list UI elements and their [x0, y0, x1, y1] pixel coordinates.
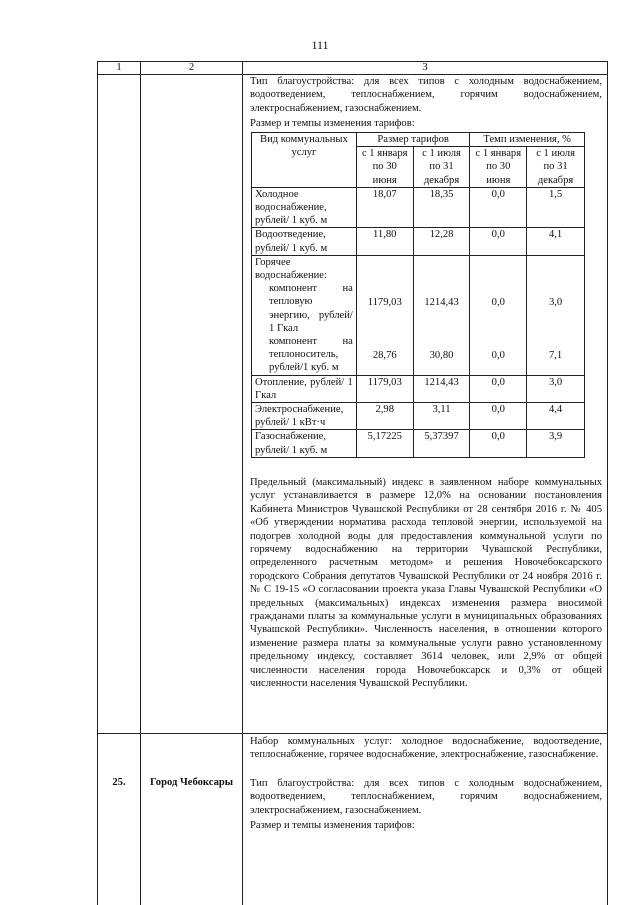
service-name: Холодное водоснабжение, рублей/ 1 куб. м	[252, 187, 357, 228]
index-paragraph: Предельный (максимальный) индекс в заявленном наборе коммунальных услуг устанавливается в размере 12,0% на основании постановления Кабинета Министров Чувашской Республики от 28 сентября 2016 г. № 405 «Об утверждении норматива расхода тепловой энергии, используемой на подогрев холодной воды для предоставления коммунальной услуги по горячему водоснабжению на территории Чувашской Республики, определенного расчетным методом» и решения Новочебоксарского городского Собрания депутатов Чувашской Республики от 24 ноября 2016 г. № С 19-15 «О согласовании проекта указа Главы Чувашской Республики «О предельных (максимальных) индексах изменения размера вносимой гражданами платы за коммунальные услуги в муниципальных образованиях Чувашской Республики». Численность населения, в отношении которого изменение размера платы за коммунальные услуги равно установленному предельному индексу, составляет 3614 человек, или 2,9% от общей численности населения города Новочебоксарск и 0,3% от общей численности населения Чувашской Республики.	[250, 477, 602, 690]
value-cell: 3,9	[527, 430, 585, 457]
value-sub-1: 0,0	[491, 296, 505, 308]
service-name: Горячее водоснабжение:	[255, 256, 327, 282]
service-subcomponent: компонент на тепловую энергию, рублей/ 1 Гкал	[269, 283, 353, 334]
value-cell: 1,5	[527, 187, 585, 228]
value-cell: 0,0	[470, 430, 527, 457]
table-row	[252, 375, 585, 402]
value-cell: 5,37397	[413, 430, 470, 457]
improvement-type-text-25: Тип благоустройства: для всех типов с холодным водоснабжением, водоотведением, теплоснабжением, горячим водоснабжением, электроснабжением, газоснабжением.	[250, 778, 602, 816]
table-row	[252, 187, 585, 228]
service-subcomponent: компонент на теплоноситель, рублей/1 куб. м	[269, 336, 353, 374]
col-divider-2	[242, 61, 243, 905]
value-cell: 2,98	[356, 403, 413, 430]
value-cell: 0,0	[470, 403, 527, 430]
tariff-heading-25: Размер и темпы изменения тарифов:	[250, 820, 415, 831]
value-cell	[470, 255, 527, 375]
col-header-3: 3	[422, 62, 428, 73]
tariff-table	[251, 132, 585, 458]
value-cell	[356, 255, 413, 375]
table-row	[252, 228, 585, 255]
header-size: Размер тарифов	[356, 133, 470, 147]
service-name: Газоснабжение, рублей/ 1 куб. м	[252, 430, 357, 457]
col-header-1: 1	[116, 62, 122, 73]
value-cell: 4,4	[527, 403, 585, 430]
value-cell: 18,07	[356, 187, 413, 228]
value-sub-1: 1214,43	[424, 296, 459, 308]
service-name: Электроснабжение, рублей/ 1 кВт·ч	[252, 403, 357, 430]
tariff-heading: Размер и темпы изменения тарифов:	[250, 118, 415, 129]
header-period-2: с 1 июля по 31 декабря	[413, 147, 470, 188]
value-cell: 12,28	[413, 228, 470, 255]
value-cell	[413, 255, 470, 375]
value-cell: 0,0	[470, 228, 527, 255]
value-cell	[527, 255, 585, 375]
table-row	[252, 430, 585, 457]
value-cell: 18,35	[413, 187, 470, 228]
header-service: Вид коммунальных услуг	[252, 133, 357, 188]
value-cell: 4,1	[527, 228, 585, 255]
header-period-4: с 1 июля по 31 декабря	[527, 147, 585, 188]
services-set-text: Набор коммунальных услуг: холодное водоснабжение, водоотведение, теплоснабжение, горячее водоснабжение, электроснабжение, газоснабжение.	[250, 736, 602, 761]
tariff-header-row	[252, 133, 585, 147]
table-right-border	[607, 61, 608, 905]
value-sub-2: 30,80	[429, 350, 454, 362]
value-cell: 1214,43	[413, 375, 470, 402]
page-number: 111	[311, 38, 329, 52]
value-cell: 3,0	[527, 375, 585, 402]
header-rate: Темп изменения, %	[470, 133, 585, 147]
value-sub-2: 28,76	[372, 350, 397, 362]
value-sub-1: 1179,03	[367, 296, 402, 308]
value-sub-1: 3,0	[548, 296, 563, 308]
improvement-type-text: Тип благоустройства: для всех типов с холодным водоснабжением, водоотведением, теплоснабжением, горячим водоснабжением, электроснабжением, газоснабжением.	[250, 76, 602, 114]
value-cell: 0,0	[470, 375, 527, 402]
table-row	[252, 255, 585, 375]
value-cell: 3,11	[413, 403, 470, 430]
service-name: Водоотведение, рублей/ 1 куб. м	[252, 228, 357, 255]
row-number: 25.	[112, 777, 126, 788]
value-cell: 5,17225	[356, 430, 413, 457]
table-row	[252, 403, 585, 430]
row-separator	[97, 733, 608, 734]
value-sub-2: 0,0	[491, 350, 505, 362]
header-period-3: с 1 января по 30 июня	[470, 147, 527, 188]
header-period-1: с 1 января по 30 июня	[356, 147, 413, 188]
value-sub-2: 7,1	[548, 350, 563, 362]
service-group	[252, 255, 357, 375]
service-name: Отопление, рублей/ 1 Гкал	[252, 375, 357, 402]
value-cell: 0,0	[470, 187, 527, 228]
municipality-name: Город Чебоксары	[149, 777, 234, 788]
value-cell: 1179,03	[356, 375, 413, 402]
value-cell: 11,80	[356, 228, 413, 255]
col-header-2: 2	[188, 62, 195, 73]
